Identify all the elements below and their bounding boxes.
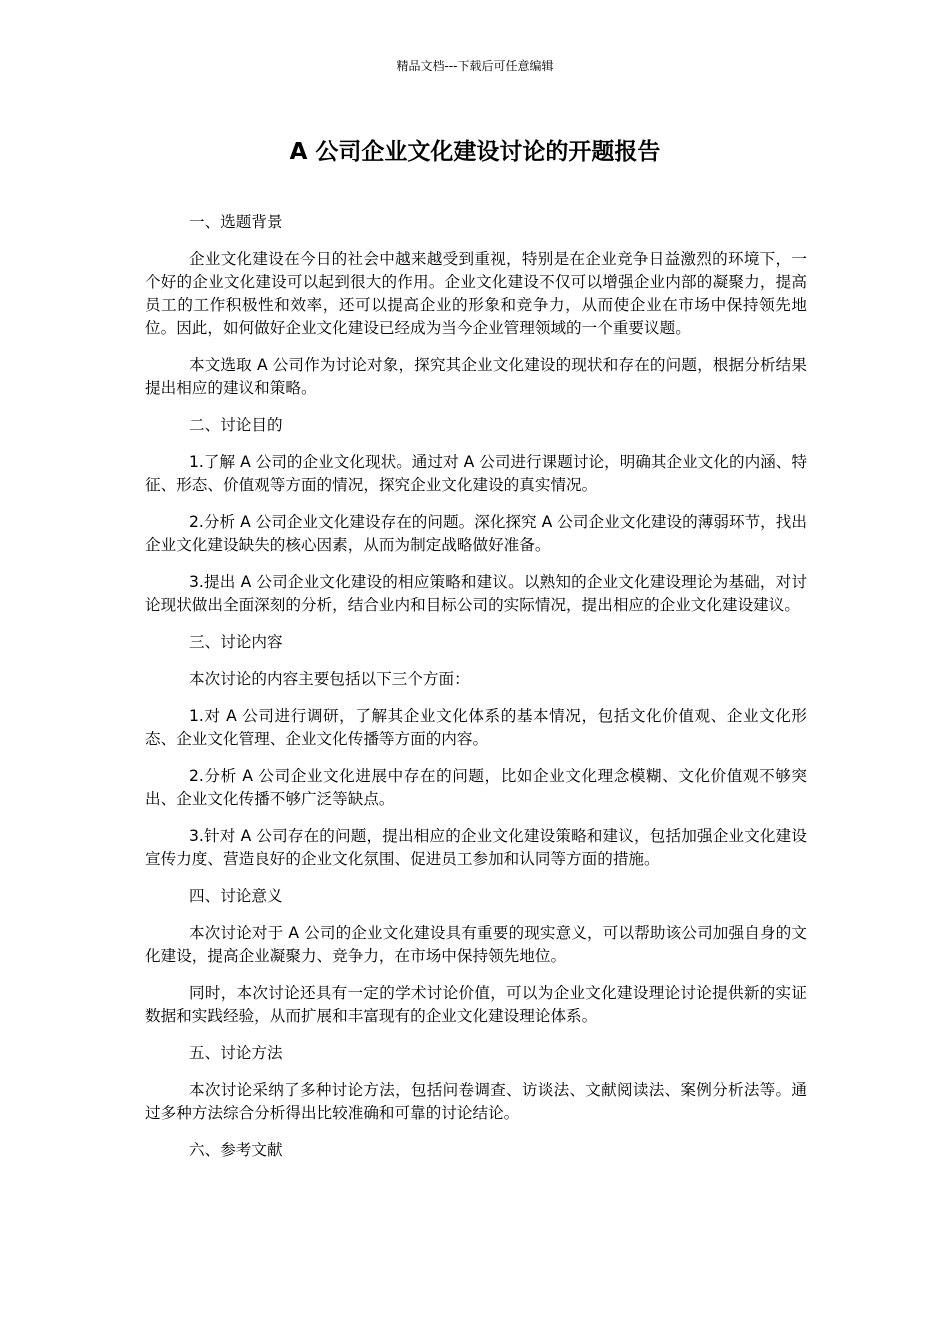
section-heading-content: 三、讨论内容 <box>189 633 283 651</box>
section-heading-purpose: 二、讨论目的 <box>189 416 283 434</box>
paragraph: 1.对 A 公司进行调研，了解其企业文化体系的基本情况，包括文化价值观、企业文化形态、企业文化管理、企业文化传播等方面的内容。 <box>145 707 807 748</box>
paragraph: 同时，本次讨论还具有一定的学术讨论价值，可以为企业文化建设理论讨论提供新的实证数据和实践经验，从而扩展和丰富现有的企业文化建设理论体系。 <box>145 984 807 1025</box>
header-note: 精品文档---下载后可任意编辑 <box>396 59 554 73</box>
section-heading-references: 六、参考文献 <box>189 1141 283 1159</box>
paragraph: 2.分析 A 公司企业文化进展中存在的问题，比如企业文化理念模糊、文化价值观不够突出、企业文化传播不够广泛等缺点。 <box>145 767 807 808</box>
paragraph: 本次讨论对于 A 公司的企业文化建设具有重要的现实意义，可以帮助该公司加强自身的文化建设，提高企业凝聚力、竞争力，在市场中保持领先地位。 <box>145 924 807 965</box>
section-heading-methods: 五、讨论方法 <box>189 1044 283 1062</box>
paragraph: 1.了解 A 公司的企业文化现状。通过对 A 公司进行课题讨论，明确其企业文化的内涵、特征、形态、价值观等方面的情况，探究企业文化建设的真实情况。 <box>145 453 807 494</box>
paragraph: 本文选取 A 公司作为讨论对象，探究其企业文化建设的现状和存在的问题，根据分析结果提出相应的建议和策略。 <box>145 356 807 397</box>
document-title: A 公司企业文化建设讨论的开题报告 <box>289 139 661 165</box>
paragraph: 3.针对 A 公司存在的问题，提出相应的企业文化建设策略和建议，包括加强企业文化建设宣传力度、营造良好的企业文化氛围、促进员工参加和认同等方面的措施。 <box>145 827 807 868</box>
section-heading-significance: 四、讨论意义 <box>189 887 283 905</box>
paragraph: 2.分析 A 公司企业文化建设存在的问题。深化探究 A 公司企业文化建设的薄弱环节，找出企业文化建设缺失的核心因素，从而为制定战略做好准备。 <box>145 513 807 554</box>
document-body <box>145 211 807 1176</box>
paragraph: 3.提出 A 公司企业文化建设的相应策略和建议。以熟知的企业文化建设理论为基础，对讨论现状做出全面深刻的分析，结合业内和目标公司的实际情况，提出相应的企业文化建设建议。 <box>145 573 807 614</box>
paragraph: 本次讨论采纳了多种讨论方法，包括问卷调查、访谈法、文献阅读法、案例分析法等。通过多种方法综合分析得出比较准确和可靠的讨论结论。 <box>145 1081 807 1122</box>
section-heading-background: 一、选题背景 <box>189 213 283 231</box>
paragraph: 企业文化建设在今日的社会中越来越受到重视，特别是在企业竞争日益激烈的环境下，一个好的企业文化建设可以起到很大的作用。企业文化建设不仅可以增强企业内部的凝聚力，提高员工的工作积极性和效率，还可以提高企业的形象和竞争力，从而使企业在市场中保持领先地位。因此，如何做好企业文化建设已经成为当今企业管理领域的一个重要议题。 <box>145 250 807 337</box>
paragraph: 本次讨论的内容主要包括以下三个方面： <box>189 670 470 688</box>
